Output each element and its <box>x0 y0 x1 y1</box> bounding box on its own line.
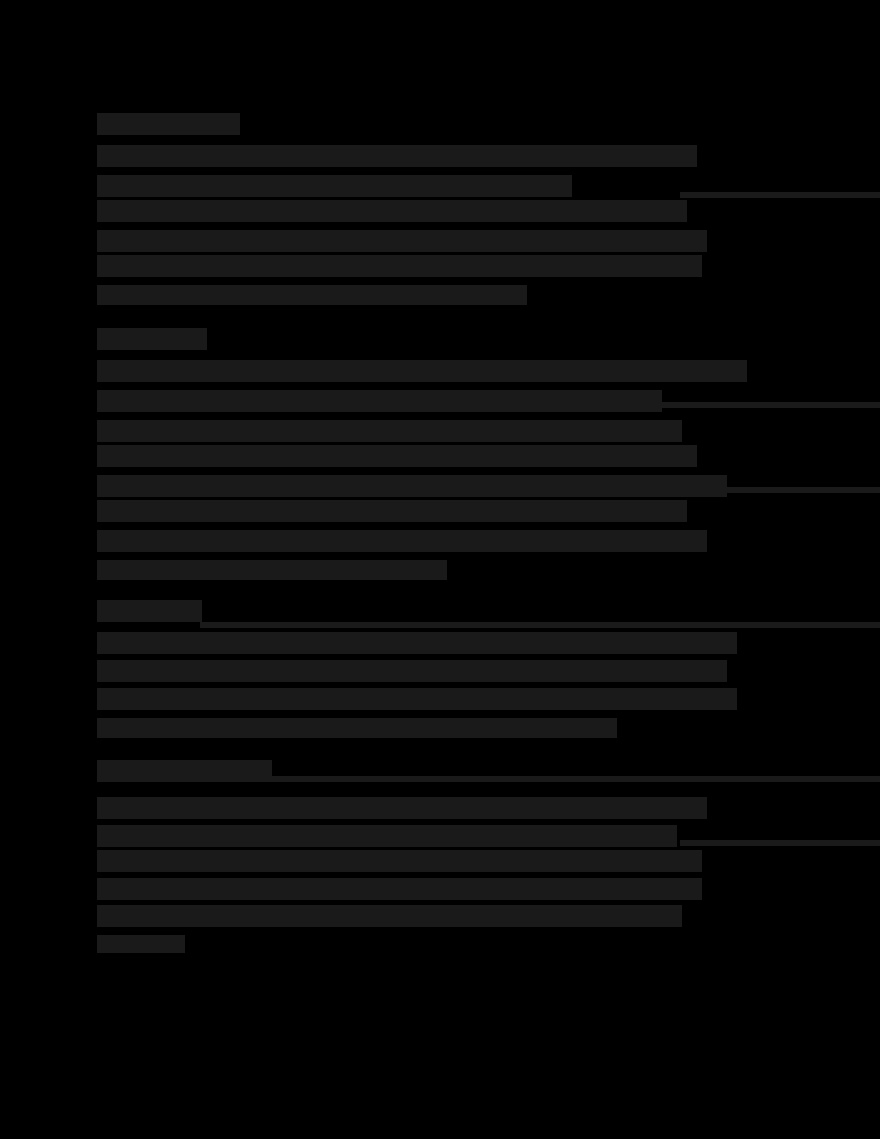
paragraph-line <box>97 688 737 710</box>
paragraph-line <box>97 390 662 412</box>
horizontal-rule <box>680 192 880 198</box>
paragraph-line <box>97 360 747 382</box>
section-heading <box>97 113 240 135</box>
paragraph-line <box>97 560 447 580</box>
paragraph-line <box>97 825 677 847</box>
paragraph-line <box>97 200 687 222</box>
paragraph-line <box>97 285 527 305</box>
section-heading <box>97 328 207 350</box>
paragraph-line <box>97 255 702 277</box>
paragraph-line <box>97 632 737 654</box>
paragraph-line <box>97 475 727 497</box>
paragraph-line <box>97 500 687 522</box>
paragraph-line <box>97 905 682 927</box>
paragraph-line <box>97 420 682 442</box>
horizontal-rule <box>680 840 880 846</box>
horizontal-rule <box>660 402 880 408</box>
paragraph-line <box>97 850 702 872</box>
paragraph-line <box>97 445 697 467</box>
horizontal-rule <box>700 487 880 493</box>
section-heading <box>97 760 272 782</box>
paragraph-line <box>97 935 185 953</box>
paragraph-line <box>97 175 572 197</box>
section-heading <box>97 600 202 622</box>
paragraph-line <box>97 797 707 819</box>
horizontal-rule <box>270 776 880 782</box>
paragraph-line <box>97 718 617 738</box>
paragraph-line <box>97 878 702 900</box>
paragraph-line <box>97 660 727 682</box>
paragraph-line <box>97 530 707 552</box>
paragraph-line <box>97 230 707 252</box>
paragraph-line <box>97 145 697 167</box>
horizontal-rule <box>200 622 880 628</box>
